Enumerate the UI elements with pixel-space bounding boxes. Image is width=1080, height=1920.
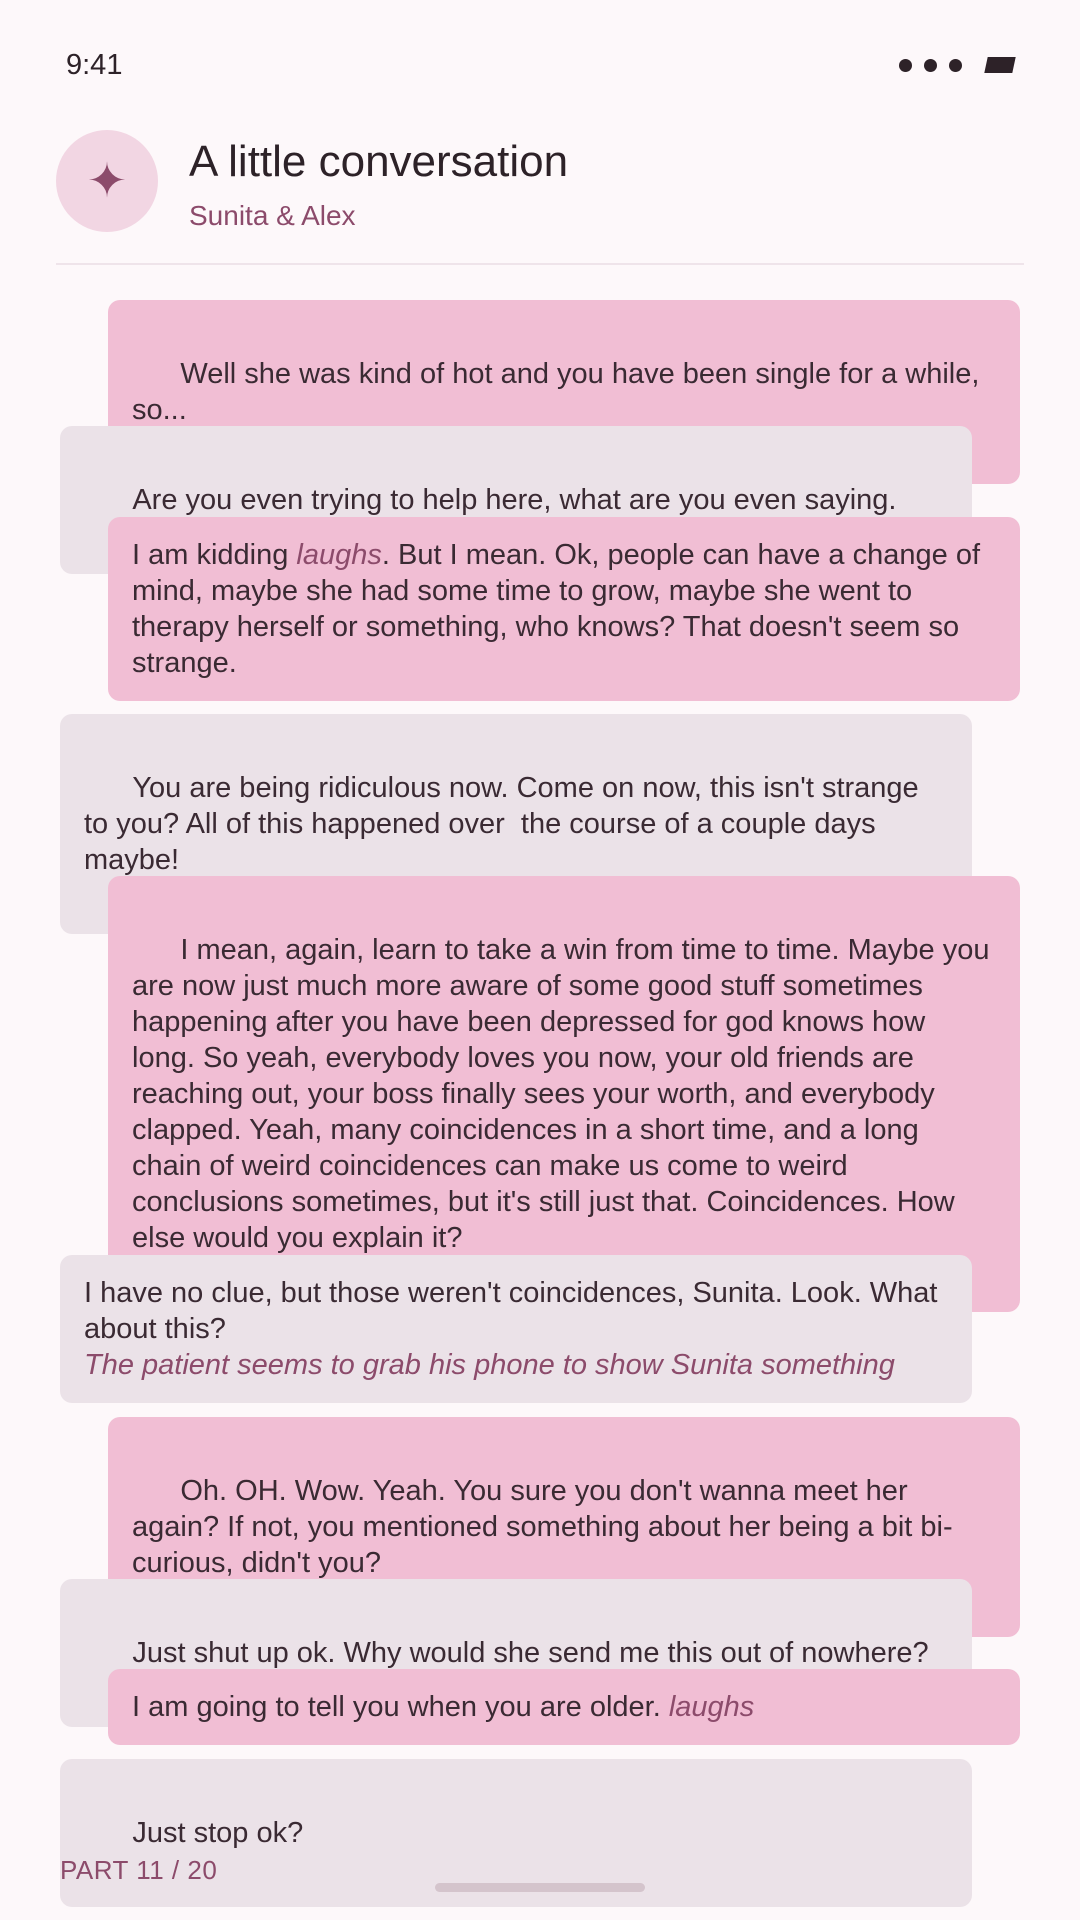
message-text: I am kidding [132,539,297,571]
message-text: I mean, again, learn to take a win from time to time. Maybe you are now just much more aware of some good stuff sometimes happening after you have been depressed for god knows how long. So yeah, everybody loves you now, your old friends are reaching out, your boss finally sees your worth, and everybody clapped. Yeah, many coincidences in a short time, and a long chain of weird coincidences can make us come to weird conclusions sometimes, but it's still just that. Coincidences. How else would you explain it? [132,934,998,1254]
message-text: You are being ridiculous now. Come on now, this isn't strange to you? All of this happened over the course of a couple days maybe! [84,772,927,876]
message-text: Just stop ok? [132,1817,304,1849]
message-text: Are you even trying to help here, what are you even saying. [132,484,897,516]
signal-dot-icon [924,59,937,72]
status-time: 9:41 [66,48,123,81]
battery-icon [984,57,1015,73]
signal-dot-icon [899,59,912,72]
status-bar [0,0,1080,130]
message-bubble-sunita [108,517,1020,701]
message-text: Well she was kind of hot and you have been single for a while, so... [132,358,988,426]
sparkle-icon: ✦ [56,130,158,232]
conversation-participants: Sunita & Alex [189,200,356,231]
home-indicator[interactable] [435,1883,645,1892]
part-indicator: PART 11 / 20 [60,1855,218,1885]
message-text: Oh. OH. Wow. Yeah. You sure you don't wanna meet her again? If not, you mentioned something about her being a bit bi-curious, didn't you? [132,1475,953,1579]
message-emphasis: laughs [296,539,382,571]
message-bubble-sunita [108,1669,1020,1745]
message-text: I have no clue, but those weren't coincidences, Sunita. Look. What about this? [84,1277,946,1345]
message-bubble-alex [60,1255,972,1403]
message-text: I am going to tell you when you are older. [132,1691,669,1723]
header-text [189,130,568,232]
message-text: Just shut up ok. Why would she send me this out of nowhere? [132,1637,929,1669]
message-bubble-sunita [108,876,1020,1312]
signal-dot-icon [949,59,962,72]
message-text: . But I mean. Ok, people can have a change of mind, maybe she had some time to grow, maybe she went to therapy herself or something, who knows? That doesn't seem so strange. [132,539,989,679]
message-action: The patient seems to grab his phone to show Sunita something [84,1349,895,1381]
conversation-title: A little conversation [189,137,569,186]
status-icons [899,57,1014,73]
message-list[interactable] [0,300,1080,1849]
conversation-header [56,130,1024,265]
message-emphasis: laughs [668,1691,755,1723]
